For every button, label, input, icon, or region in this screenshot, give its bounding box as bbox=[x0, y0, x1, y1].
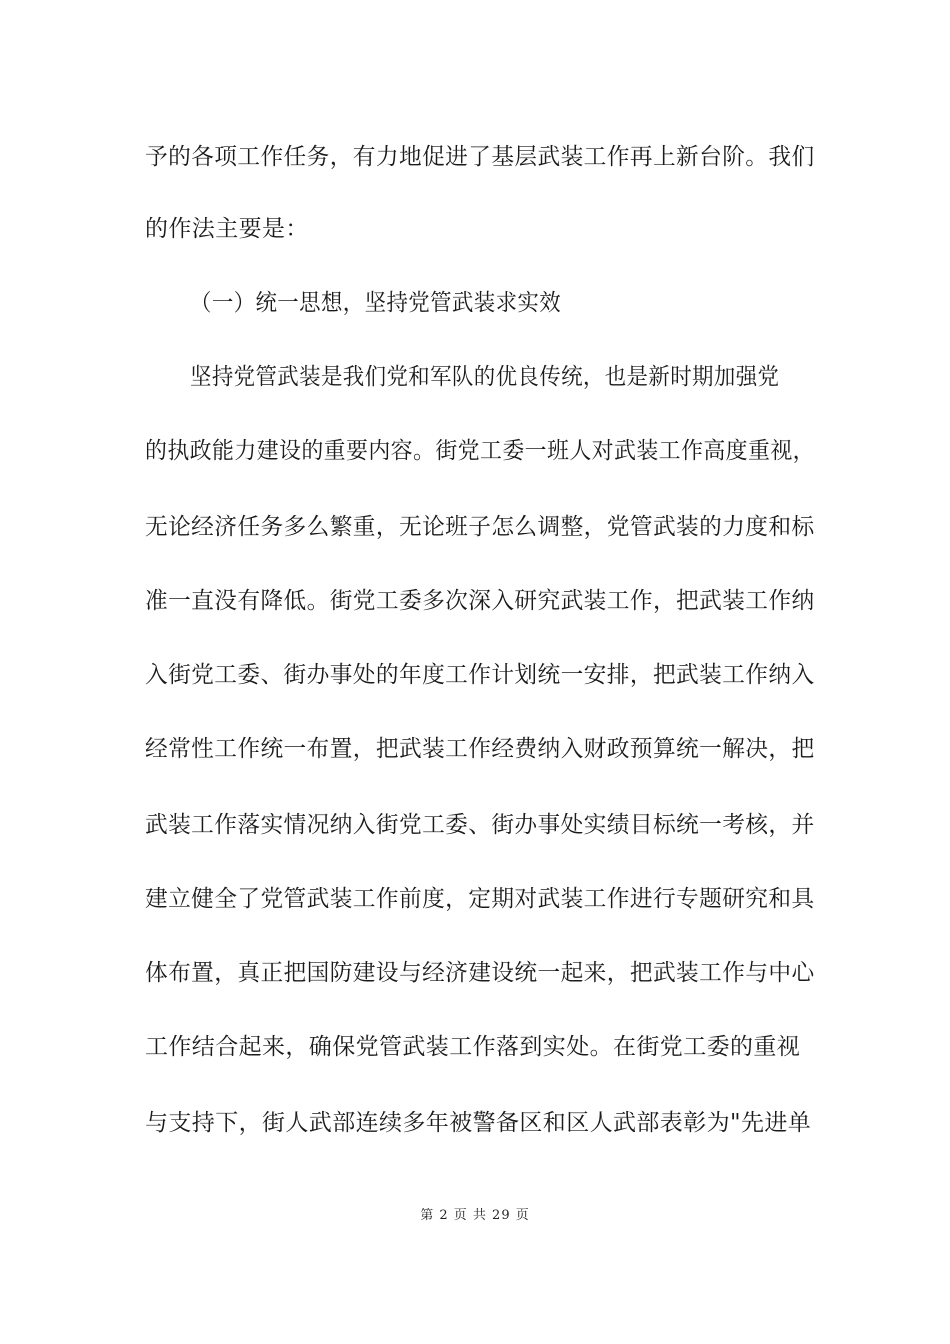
body-text-line: 无论经济任务多么繁重，无论班子怎么调整，党管武装的力度和标 bbox=[145, 514, 815, 540]
body-text-line: 工作结合起来，确保党管武装工作落到实处。在街党工委的重视 bbox=[145, 1034, 801, 1060]
body-text-line: 的执政能力建设的重要内容。街党工委一班人对武装工作高度重视， bbox=[145, 438, 815, 464]
page-number-footer: 第 2 页 共 29 页 bbox=[420, 1208, 530, 1223]
body-text-line: 的作法主要是： bbox=[145, 216, 309, 242]
paragraph-first-line: 坚持党管武装是我们党和军队的优良传统，也是新时期加强党 bbox=[190, 364, 780, 390]
body-text-line: 建立健全了党管武装工作前度，定期对武装工作进行专题研究和具 bbox=[145, 886, 815, 912]
body-text-line: 体布置，真正把国防建设与经济建设统一起来，把武装工作与中心 bbox=[145, 960, 815, 986]
body-text-line: 入街党工委、街办事处的年度工作计划统一安排，把武装工作纳入 bbox=[145, 662, 815, 688]
body-text-line: 与支持下，街人武部连续多年被警备区和区人武部表彰为"先进单 bbox=[145, 1110, 812, 1136]
body-text-line: 经常性工作统一布置，把武装工作经费纳入财政预算统一解决，把 bbox=[145, 736, 815, 762]
body-text-line: 准一直没有降低。街党工委多次深入研究武装工作，把武装工作纳 bbox=[145, 588, 815, 614]
body-text-line: 武装工作落实情况纳入街党工委、街办事处实绩目标统一考核，并 bbox=[145, 812, 815, 838]
body-text-line: 予的各项工作任务，有力地促进了基层武装工作再上新台阶。我们 bbox=[145, 144, 815, 170]
section-heading: （一）统一思想，坚持党管武装求实效 bbox=[190, 290, 562, 316]
